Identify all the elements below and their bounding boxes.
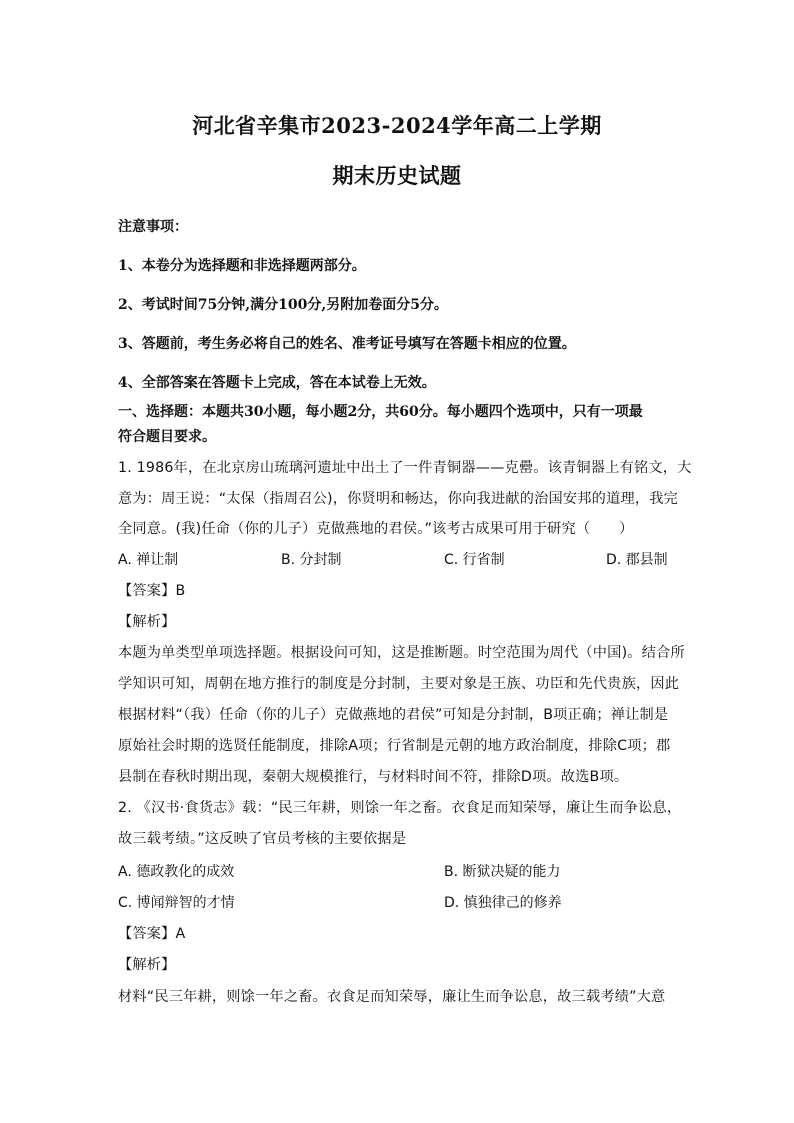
q2-option-a: A. 德政教化的成效 <box>118 864 235 880</box>
q1-option-b: B. 分封制 <box>281 552 342 568</box>
question-2-text: 故三载考绩。”这反映了官员考核的主要依据是 <box>118 831 407 847</box>
q1-answer: 【答案】B <box>118 583 186 599</box>
q2-analysis-label: 【解析】 <box>118 957 176 973</box>
q1-option-d: D. 郡县制 <box>606 552 668 568</box>
page-subtitle: 期末历史试题 <box>332 163 462 188</box>
notice-heading: 注意事项： <box>118 219 188 235</box>
q1-option-a: A. 禅让制 <box>118 552 179 568</box>
q1-analysis-text: 根据材料“（我）任命（你的儿子）克做燕地的君侯”可知是分封制，B项正确；禅让制是 <box>118 707 669 723</box>
notice-item: 1、本卷分为选择题和非选择题两部分。 <box>118 258 366 274</box>
notice-item: 4、全部答案在答题卡上完成，答在本试卷上无效。 <box>118 375 436 391</box>
q1-analysis-text: 县制在春秋时期出现，秦朝大规模推行，与材料时间不符，排除D项。故选B项。 <box>118 769 629 785</box>
q2-option-c: C. 博闻辩智的才情 <box>118 895 235 911</box>
question-1-text: 意为：周王说：“太保（指周召公)，你贤明和畅达，你向我进献的治国安邦的道理，我完 <box>118 491 679 507</box>
question-2-text: 2. 《汉书·食货志》载：“民三年耕，则馀一年之畜。衣食足而知荣辱，廉让生而争讼息， <box>118 800 682 816</box>
q2-answer: 【答案】A <box>118 926 186 942</box>
q1-option-c: C. 行省制 <box>444 552 505 568</box>
q2-analysis-text: 材料“民三年耕，则馀一年之畜。衣食足而知荣辱，廉让生而争讼息，故三载考绩”大意 <box>118 989 666 1005</box>
q1-analysis-text: 本题为单类型单项选择题。根据设问可知，这是推断题。时空范围为周代（中国)。结合所 <box>118 645 685 661</box>
section-heading: 一、选择题：本题共30小题，每小题2分，共60分。每小题四个选项中，只有一项最 <box>118 404 643 420</box>
page-title: 河北省辛集市2023-2024学年高二上学期 <box>192 113 602 138</box>
notice-item: 3、答题前，考生务必将自己的姓名、准考证号填写在答题卡相应的位置。 <box>118 336 576 352</box>
question-1-text: 1. 1986年，在北京房山琉璃河遗址中出土了一件青铜器——克罍。该青铜器上有铭文，大 <box>118 460 692 476</box>
notice-item: 2、考试时间75分钟,满分100分,另附加卷面分5分。 <box>118 297 448 313</box>
q1-analysis-label: 【解析】 <box>118 614 176 630</box>
q2-option-b: B. 断狱决疑的能力 <box>444 864 561 880</box>
section-heading-cont: 符合题目要求。 <box>118 429 216 445</box>
q1-analysis-text: 学知识可知，周朝在地方推行的制度是分封制，主要对象是王族、功臣和先代贵族，因此 <box>118 676 680 692</box>
q1-analysis-text: 原始社会时期的选贤任能制度，排除A项；行省制是元朝的地方政治制度，排除C项；郡 <box>118 738 671 754</box>
question-1-text: 全同意。(我)任命（你的儿子）克做燕地的君侯。”该考古成果可用于研究（ ） <box>118 521 634 537</box>
q2-option-d: D. 慎独律己的修养 <box>444 895 562 911</box>
